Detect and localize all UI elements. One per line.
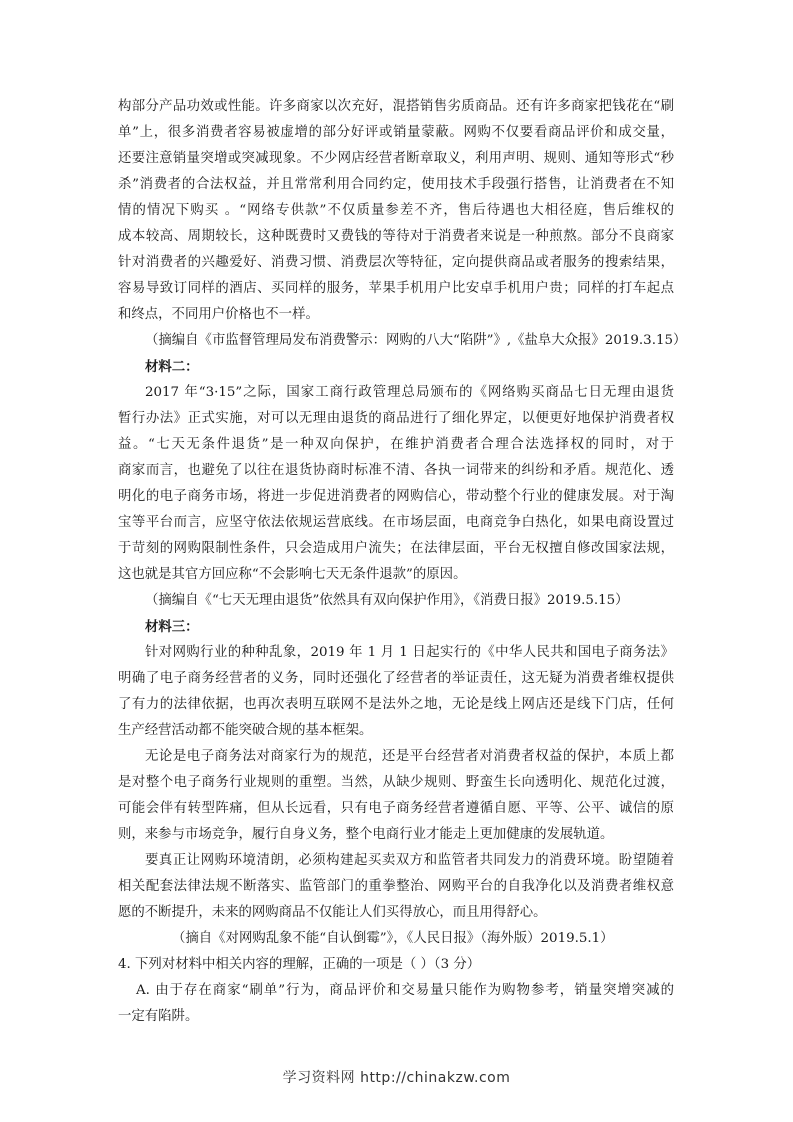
document-page [118,94,687,1030]
text-line: 针对消费者的兴趣爱好、消费习惯、消费层次等特征，定向提供商品或者服务的搜索结果， [118,255,674,270]
source-citation-2: （摘编自《“七天无理由退货”依然具有双向保护作用》，《消费日报》2019.5.15） [145,593,629,608]
text-line: 愿的不断提升，未来的网购商品不仅能让人们买得放心，而且用得舒心。 [118,905,547,920]
question-4-option-a [118,978,674,1030]
material-2-body [118,380,674,588]
material-3-paragraph-c [118,848,674,926]
text-line: 成本较高、周期较长，这种既费时又费钱的等待对于消费者来说是一种煎熬。部分不良商家 [118,229,674,244]
text-line: 益。“七天无条件退货”是一种双向保护，在维护消费者合理合法选择权的同时，对于 [118,437,674,452]
text-line: 宝等平台而言，应坚守依法依规运营底线。在市场层面，电商竞争白热化，如果电商设置过 [118,515,674,530]
text-line: 容易导致订同样的酒店、买同样的服务，苹果手机用户比安卓手机用户贵；同样的打车起点 [118,281,674,296]
text-line: 情的情况下购买 。“网络专供款”不仅质量参差不齐，售后待遇也大相径庭，售后维权的 [118,203,674,218]
material-2-heading: 材料二： [145,359,199,375]
source-citation-3: （摘自《对网购乱象不能“自认倒霉”》，《人民日报》（海外版）2019.5.1） [172,931,614,946]
text-line: 可能会伴有转型阵痛，但从长远看，只有电子商务经营者遵循自愿、平等、公平、诚信的原 [118,801,674,816]
text-line: 生产经营活动都不能突破合规的基本框架。 [118,723,373,738]
text-line: 则，来参与市场竞争，履行自身义务，整个电商行业才能走上更加健康的发展轨道。 [118,827,614,842]
text-line: 暂行办法》正式实施，对可以无理由退货的商品进行了细化界定，以便更好地保护消费者权 [118,411,674,426]
text-line: 明化的电子商务市场，将进一步促进消费者的网购信心，带动整个行业的健康发展。对于淘 [118,489,674,504]
material-3-paragraph-a [118,640,674,744]
text-line: 无论是电子商务法对商家行为的规范，还是平台经营者对消费者权益的保护，本质上都 [145,749,674,764]
text-line: 这也就是其官方回应称“不会影响七天无条件退款”的原因。 [118,567,467,582]
text-line: 2017 年“3·15”之际，国家工商行政管理总局颁布的《网络购买商品七日无理由退货 [145,385,674,400]
text-line: 构部分产品功效或性能。许多商家以次充好，混搭销售劣质商品。还有许多商家把钱花在“刷 [118,99,674,114]
text-line: 要真正让网购环境清朗，必须构建起买卖双方和监管者共同发力的消费环境。盼望随着 [145,853,674,868]
material-3-paragraph-b [118,744,674,848]
text-line: 针对网购行业的种种乱象，2019 年 1 月 1 日起实行的《中华人民共和国电子商务法》 [145,645,674,660]
text-line: 商家而言，也避免了以往在退货协商时标准不清、各执一词带来的纠纷和矛盾。规范化、透 [118,463,674,478]
option-a-line: A. 由于存在商家“刷单”行为，商品评价和交易量只能作为购物参考，销量突增突减的 [136,983,674,998]
text-line: 是对整个电子商务行业规则的重塑。当然，从缺少规则、野蛮生长向透明化、规范化过渡， [118,775,674,790]
text-line: 还要注意销量突增或突减现象。不少网店经营者断章取义，利用声明、规则、通知等形式“秒 [118,151,674,166]
text-line: 杀”消费者的合法权益，并且常常利用合同约定，使用技术手段强行搭售，让消费者在不知 [118,177,674,192]
text-line: 和终点，不同用户价格也不一样。 [118,307,319,322]
page-footer-watermark: 学习资料网 http://chinakzw.com [282,1070,511,1086]
text-line: 单”上，很多消费者容易被虚增的部分好评或销量蒙蔽。网购不仅要看商品评价和成交量， [118,125,674,140]
paragraph-1 [118,94,674,328]
option-a-line: 一定有陷阱。 [118,1009,199,1024]
text-line: 于苛刻的网购限制性条件，只会造成用户流失；在法律层面，平台无权擅自修改国家法规， [118,541,674,556]
text-line: 了有力的法律依据，也再次表明互联网不是法外之地，无论是线上网店还是线下门店，任何 [118,697,674,712]
material-3-heading: 材料三： [145,619,199,635]
text-line: 相关配套法律法规不断落实、监管部门的重拳整治、网购平台的自我净化以及消费者维权意 [118,879,674,894]
text-line: 明确了电子商务经营者的义务，同时还强化了经营者的举证责任，这无疑为消费者维权提供 [118,671,674,686]
question-4-stem: 4. 下列对材料中相关内容的理解，正确的一项是（ ）（3 分） [118,957,481,972]
source-citation-1: （摘编自《市监督管理局发布消费警示：网购的八大“陷阱”》,《盐阜大众报》2019.3.15） [145,333,687,348]
